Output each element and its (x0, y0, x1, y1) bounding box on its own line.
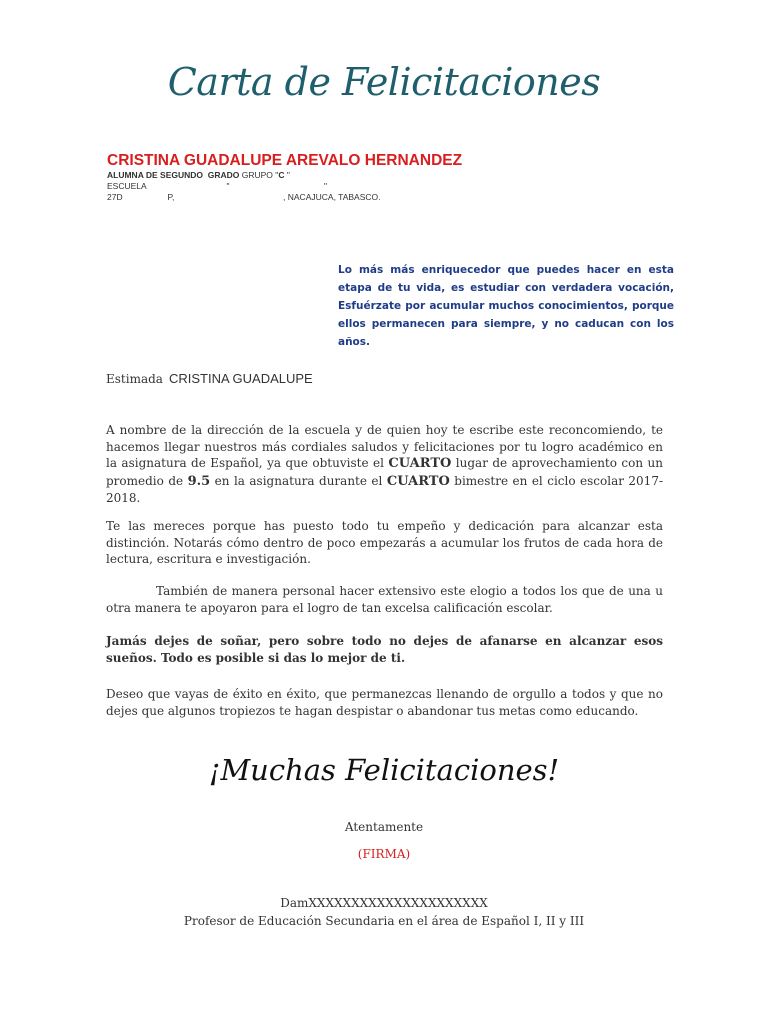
greeting (106, 371, 313, 386)
school-line: ESCUELA " " (107, 181, 328, 191)
grade-label: ALUMNA DE SEGUNDO GRADO (107, 170, 240, 180)
group-close: " (284, 170, 290, 180)
congratulations-heading: ¡Muchas Felicitaciones! (208, 753, 560, 787)
group-letter: C (278, 170, 285, 180)
p1-place-2: CUARTO (386, 473, 450, 489)
p1-text-a: A nombre de la dirección de la escuela y de quien hoy te escribe este reconcomiendo, te hacemos llegar nuestros más cordiales saludos y felicitaciones por tu logro académico en la asignatura de Español, ya que obtuviste el (106, 423, 663, 470)
student-name: CRISTINA GUADALUPE AREVALO HERNANDEZ (107, 152, 463, 169)
letter-title: Carta de Felicitaciones (167, 60, 601, 104)
paragraph-achievement (106, 422, 663, 507)
signature-placeholder: (FIRMA) (357, 847, 411, 861)
address-line: 27D P, , NACAJUCA, TABASCO. (107, 192, 381, 202)
regards-text: Atentamente (344, 820, 424, 834)
motivational-quote: Lo más más enriquecedor que puedes hacer en esta etapa de tu vida, es estudiar con verdadera vocación, Esfuérzate por acumular muchos conocimientos, porque ellos permanecen para siempre, y no caducan con los años. (338, 264, 674, 348)
paragraph-dreams: Jamás dejes de soñar, pero sobre todo no dejes de afanarse en alcanzar esos sueños. Todo es posible si das lo mejor de ti. (106, 634, 663, 665)
grade-line (107, 170, 290, 180)
p1-text-c: en la asignatura durante el (210, 473, 387, 488)
paragraph-merit: Te las mereces porque has puesto todo tu empeño y dedicación para alcanzar esta distinción. Notarás cómo dentro de poco empezarás a acumular los frutos de cada hora de lectura, escritura e investigación. (106, 519, 663, 566)
teacher-role: Profesor de Educación Secundaria en el área de Español I, II y III (183, 914, 585, 928)
group-label: GRUPO " (239, 170, 279, 180)
p1-average: 9.5 (187, 473, 211, 489)
paragraph-personal: También de manera personal hacer extensivo este elogio a todos los que de una u otra manera te apoyaron para el logro de tan excelsa calificación escolar. (106, 584, 663, 615)
greeting-name: CRISTINA GUADALUPE (168, 371, 313, 386)
teacher-name: DamXXXXXXXXXXXXXXXXXXXXX (280, 896, 488, 910)
p1-place-1: CUARTO (388, 456, 452, 471)
p1-text-b: lugar de aprovechamiento con un promedio de (106, 456, 663, 488)
greeting-label: Estimada (106, 372, 163, 386)
p1-text-d: bimestre en el ciclo escolar 2017- 2018. (106, 473, 664, 505)
paragraph-wishes: Deseo que vayas de éxito en éxito, que permanezcas llenando de orgullo a todos y que no dejes que algunos tropiezos te hagan despistar o abandonar tus metas como educando. (106, 687, 663, 718)
